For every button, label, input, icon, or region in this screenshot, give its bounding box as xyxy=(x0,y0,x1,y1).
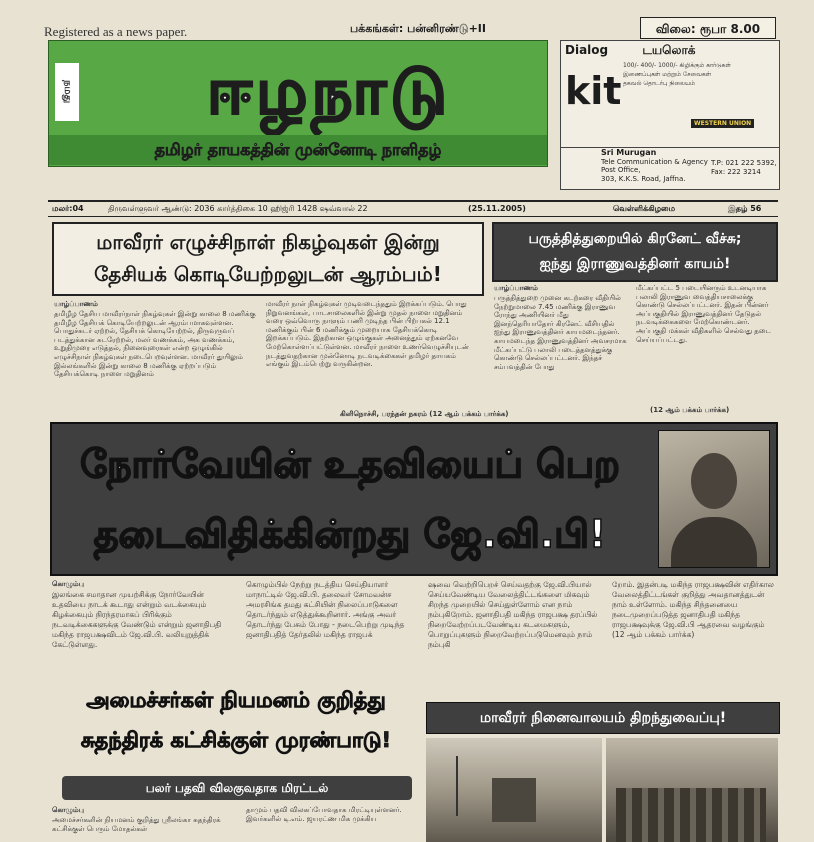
banner-line: நோர்வேயின் உதவியைப் பெற xyxy=(80,442,620,486)
headline-line: சுதந்திரக் கட்சிக்குள் முரண்பாடு! xyxy=(80,728,392,752)
dealer-line: Post Office, xyxy=(601,166,641,174)
price-label: விலை: ரூபா 8.00 xyxy=(655,22,761,36)
advert-line: இணைப்புகள் மற்றும் சேவைகள் xyxy=(623,71,712,78)
story-jvp-col2: கொழும்பில் நேற்று நடத்திய செய்தியாளர் மாநாட்டில் ஜே.வி.பி. தலைவர் சோமவன்ச அமரசிங்க தமது கட்சியின் நிலைப்பாடுகளை தொடர்ந்தும் எடுத்துக்கூறினார். அங்கு அவர் தொடர்ந்து பேசும் போது - நடைபெற்று முடிந்த ஜனாதிபதித் தேர்தலில் மகிந்த ராஜபக் xyxy=(246,580,405,639)
headline-line: மாவீரர் எழுச்சிநாள் நிகழ்வுகள் இன்று xyxy=(96,230,440,254)
tamil-date: திருவள்ளுவர் ஆண்டு: 2036 கார்த்திகை 10 ஹிஜ்ரி 1428 ஷவ்வால் 22 xyxy=(108,204,368,213)
page-count: பக்கங்கள்: பன்னிரண்டு+II xyxy=(350,22,486,35)
weekday: வெள்ளிக்கிழமை xyxy=(613,204,676,213)
registered-note: Registered as a news paper. xyxy=(44,24,188,39)
flag xyxy=(456,756,458,816)
western-union-badge: WESTERN UNION xyxy=(691,119,754,128)
dealer-block xyxy=(601,149,708,183)
photo-story-header xyxy=(426,702,780,734)
headline-line: அமைச்சர்கள் நியமனம் குறித்து xyxy=(86,688,386,712)
headline-line: ஐந்து இராணுவத்தினர் காயம்! xyxy=(539,256,731,272)
story-ministers-col2: தாமும் பதவி விலகப்போவதாக மிரட்டியுள்ளனர். இவர்களில் டி.எம். ஜயரட்ண மிக முக்கிய xyxy=(246,806,402,823)
tagline: தமிழர் தாயகத்தின் முன்னோடி நாளிதழ் xyxy=(49,135,547,165)
banner-jvp xyxy=(50,422,778,576)
dealer-fax: Fax: 222 3214 xyxy=(711,168,761,176)
dialog-tamil: டயலொக் xyxy=(642,43,696,57)
logo-block xyxy=(48,40,548,167)
story-jvp-col1: இலங்கை சமாதான முயற்சிக்கு நோர்வேயின் உதவியை நாடக் கூடாது என்றும் வடக்கையும் கிழக்கையும் நிரந்தரமாகப் பிரிக்கும் நடவடிக்கைகளுக்கு வேண்டும் என்றும் ஜனாதிபதி மகிந்த ராஜபக்ஷவிடம் ஜே.வி.பி. வலியுறுத்திக் கேட்டுள்ளது. xyxy=(52,590,222,649)
dealer-contact xyxy=(711,159,777,177)
story-grenade-col2: மீட்கப்பட்ட 5 படையினரும் உடனடியாக பலாலி இராணுவ வைத்தியசாலைக்கு கொண்டு செல்லப்பட்டனர். இதன் பின்னர் அப்பகுதியில் இராணுவத்தினர் தேடுதல் நடவடிக்கைகளை மேற்கொண்டனர். அப்பகுதி மக்கள் வீதிகளில் செல்வது தடை செய்யப்பட்டது. xyxy=(636,284,772,344)
price-box xyxy=(640,17,776,39)
story-jvp-col3: ஷவை வெற்றிபெறச் செய்வதற்கு ஜே.வி.பியால் செய்யவேண்டிய வேலைத்திட்டங்களை மிகவும் சிறந்த முறையில் செய்துள்ளோம் என நாம் நம்புகிறோம். ஜனாதிபதி மகிந்த ராஜபக்ஷ தரப்பில் நிறைவேற்றப்படவேண்டிய கடமைகளும், பொறுப்புகளும் நிறைவேற்றப்படுமெனவும் நாம் நம்புகி xyxy=(428,580,598,649)
logo-name: ஈழநாடு xyxy=(206,55,452,129)
memorial-structure xyxy=(492,778,536,822)
dialog-brand xyxy=(565,43,695,59)
banner-line: தடைவிதிக்கின்றது ஜே.வி.பி! xyxy=(93,512,607,556)
kicker-text: பலர் பதவி விலகுவதாக மிரட்டல் xyxy=(145,781,329,795)
dialog-name: Dialog xyxy=(565,43,609,57)
memorial-photo-left xyxy=(426,738,602,842)
dealer-name: Sri Murugan xyxy=(601,148,657,157)
story-grenade-continued: (12 ஆம் பக்கம் பார்க்க) xyxy=(650,406,730,414)
story-grenade-col1: பருத்தித்துறை முனை கடற்கரை வீதியில் நேற்றுமாலை 7.45 மணிக்கு இராணுவ ரோந்து அணியினர் மீது இனந்தெரியாதோர் கிரனேட் வீசியதில் ஐந்து இராணுவத்தினர் காயமடைந்தனர். காயமடைந்த இராணுவத்தினர் அவசரமாக மீட்கப்பட்டு பலாலி படைத்தளத்துக்கு கொண்டு செல்லப்பட்டனர். இந்தச் சம்பவத்தின் போது xyxy=(494,294,627,371)
headline-ministers xyxy=(52,680,420,770)
story-maaveerar-col1: தமிழீழ தேசிய மாவீரர்நாள் நிகழ்வுகள் இன்று காலை 8 மணிக்கு தமிழீழ தேசியக் கொடியேற்றலுடன் ஆரம்பமாகவுள்ளன. பொதுச்சுடர் ஏற்றல், தேசியக் கொடியேற்றல், திருவுருவப் படத்துக்கான சுடரேற்றல், மலர் வணக்கம், அக வணக்கம், உறுதிமுரை எடுத்தல், நினைவுரைகள் என்ற ஒழுங்கில் எழுச்சிநாள் நிகழ்வுகள் நடைபெறவுள்ளன. மாவீரர் துயிலும் இல்லங்களில் இன்று காலை 8 மணிக்கு ஏற்றப்படும் தேசியக்கொடி நாளை மறுதினம் xyxy=(54,310,256,379)
kicker-resign xyxy=(62,776,412,800)
story-grenade-place: யாழ்ப்பாணம் xyxy=(494,284,538,292)
advert-line: தகவல் தொடர்பு நிலையம் xyxy=(623,80,695,87)
headline-grenade xyxy=(492,222,778,282)
headline-maaveerar xyxy=(52,222,484,296)
headline-line: பருத்தித்துறையில் கிரனேட் வீச்சு; xyxy=(528,231,742,247)
story-ministers-col1: அமைச்சர்களின் நியமனம் குறித்து ஸ்ரீலங்கா சுதந்திரக் கட்சிக்குள் பெரும் மோதல்கள் xyxy=(52,816,221,833)
memorial-photo-right xyxy=(606,738,778,842)
gregorian-date: (25.11.2005) xyxy=(468,204,526,213)
portrait-head xyxy=(691,453,737,509)
advert-divider xyxy=(561,147,779,148)
advert-line: 100/- 400/- 1000/- கிழிக்கும் கார்டுகள் xyxy=(623,62,731,69)
issue-volume: மலர்:04 xyxy=(52,204,84,213)
crowd xyxy=(616,788,766,842)
logo-prefix: நமது xyxy=(55,63,79,121)
story-maaveerar-col2: மாவீரர் நாள் நிகழ்வுகள் முடிவடைந்ததும் இறக்கப்படும். பொது நிறுவனங்கள், பாடசாலைகளில் இன்று முதல் நாளை மறுதினம் வரை ஒவ்வொரு நாளும் பணி முடிந்த பின் பிற்பகல் 12.1 மணிக்கும் பின் 6 மணிக்கும் முறையாக தேசியக்கொடி இறக்கப்படும். இதற்கான ஒழுங்குகள் அனைத்தும் ஏற்கனவே மேற்கொள்ளப்பட்டுள்ளன. மாவீரர் நாளை உணர்வெழுச்சியுடன் நடத்துவதற்கான முன்னோடி நடவடிக்கைகள் தமிழர் தாயகம் எங்கும் இடம்பெற்று வருகின்றன. xyxy=(266,300,469,369)
dealer-phone: T.P: 021 222 5392, xyxy=(711,159,777,167)
kit-logo: kit xyxy=(565,69,622,113)
story-ministers-place: கொழும்பு xyxy=(52,806,84,814)
story-jvp-place: கொழும்பு xyxy=(52,580,84,588)
issue-number: இதழ் 56 xyxy=(728,204,762,213)
photo-story-title: மாவீரர் நினைவாலயம் திறந்துவைப்பு! xyxy=(479,710,727,726)
story-maaveerar-continued: கிளிநொச்சி, பரந்தன் நகரம் (12 ஆம் பக்கம் பார்க்க) xyxy=(340,410,509,418)
story-maaveerar-place: யாழ்ப்பாணம் xyxy=(54,300,98,308)
dealer-line: Tele Communication & Agency xyxy=(601,157,708,166)
dateline-bar xyxy=(48,200,778,217)
headline-line: தேசியக் கொடியேற்றலுடன் ஆரம்பம்! xyxy=(94,262,442,286)
dialog-kit-advert xyxy=(560,40,780,190)
dealer-line: 303, K.K.S. Road, Jaffna. xyxy=(601,174,686,183)
portrait-shoulders xyxy=(671,517,757,567)
portrait-photo xyxy=(658,430,770,568)
story-jvp-col4: றோம். இதன்படி மகிந்த ராஜபக்ஷவின் எதிர்கால வேலைத்திட்டங்கள் குறித்து அவதானத்துடன் நாம் உள்ளோம். மகிந்த சிந்தனையை நடைமுறைப்படுத்த ஜனாதிபதி மகிந்த ராஜபக்ஷவுக்கு ஜே.வி.பி ஆதரவை வழங்கும் (12 ஆம் பக்கம் பார்க்க) xyxy=(612,580,774,639)
advert-small-lines xyxy=(623,61,773,88)
